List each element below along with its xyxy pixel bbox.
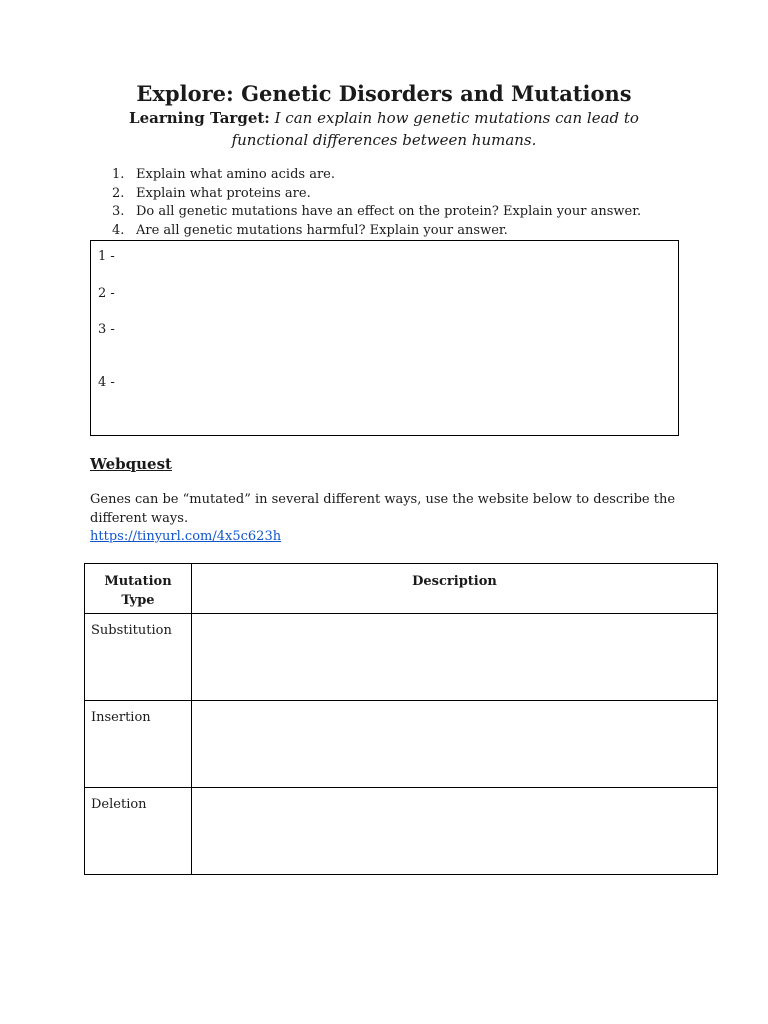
question-list [112, 166, 692, 240]
question-text: Explain what proteins are. [136, 185, 311, 201]
question-item [112, 166, 692, 185]
webquest-heading: Webquest [90, 455, 172, 473]
mutation-type-cell: Deletion [85, 788, 192, 875]
question-item [112, 222, 692, 241]
answer-line-3: 3 - [98, 322, 115, 337]
page-title: Explore: Genetic Disorders and Mutations [136, 81, 632, 106]
question-item [112, 185, 692, 204]
question-text: Explain what amino acids are. [136, 167, 335, 182]
question-number: 3. [112, 204, 125, 219]
mutation-table [84, 563, 718, 875]
mutation-type-cell: Substitution [85, 614, 192, 701]
description-cell[interactable] [192, 788, 718, 875]
learning-target-label: Learning Target: [129, 109, 270, 127]
question-number: 1. [112, 167, 125, 182]
learning-target [90, 107, 678, 151]
answer-line-1: 1 - [98, 249, 115, 264]
table-header-row [85, 564, 718, 614]
mutation-type-cell: Insertion [85, 701, 192, 788]
table-row [85, 614, 718, 701]
webquest-intro: Genes can be “mutated” in several different ways, use the website below to describe the different ways. [90, 492, 676, 526]
answer-line-2: 2 - [98, 286, 115, 301]
answer-box[interactable] [90, 240, 679, 436]
table-row [85, 788, 718, 875]
question-item [112, 203, 692, 222]
header-description: Description [192, 564, 718, 614]
question-number: 2. [112, 185, 125, 201]
learning-target-text: I can explain how genetic mutations can lead to functional differences between humans. [231, 109, 639, 149]
description-cell[interactable] [192, 614, 718, 701]
question-text: Are all genetic mutations harmful? Explain your answer. [136, 222, 508, 238]
header-mutation-type: Mutation Type [85, 564, 192, 614]
webquest-link[interactable]: https://tinyurl.com/4x5c623h [90, 529, 282, 544]
question-text: Do all genetic mutations have an effect on the protein? Explain your answer. [136, 204, 642, 219]
description-cell[interactable] [192, 701, 718, 788]
question-number: 4. [112, 222, 125, 238]
table-row [85, 701, 718, 788]
answer-line-4: 4 - [98, 375, 115, 390]
